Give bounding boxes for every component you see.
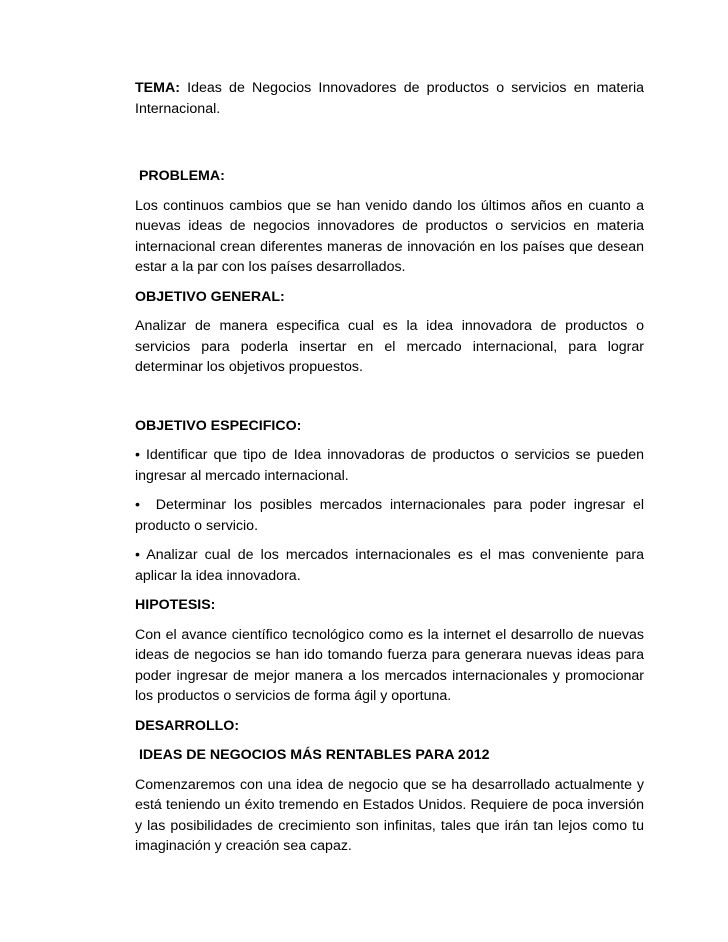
problema-heading: PROBLEMA: [135,168,225,184]
tema-text: Ideas de Negocios Innovadores de productos o servicios en materia Internacional. [135,80,644,117]
desarrollo-heading: DESARROLLO: [135,717,240,734]
objetivo-especifico-heading: OBJETIVO ESPECIFICO: [135,417,302,434]
objetivo-especifico-item-3: • Analizar cual de los mercados internacionales es el mas conveniente para aplicar la idea innovadora. [135,547,644,584]
document-page [135,78,648,857]
tema-label: TEMA: [135,80,180,96]
hipotesis-heading: HIPOTESIS: [135,597,216,613]
objetivo-especifico-item-2: • Determinar los posibles mercados internacionales para poder ingresar el producto o servicio. [135,497,648,534]
problema-text: Los continuos cambios que se han venido dando los últimos años en cuanto a nuevas ideas de negocios innovadores de productos o servicios en materia internacional crean diferentes maneras de innovación en los países que desean estar a la par con los países desarrollados. [135,197,644,275]
objetivo-especifico-item-1: • Identificar que tipo de Idea innovadoras de productos o servicios se pueden ingresar al mercado internacional. [135,447,648,484]
hipotesis-text: Con el avance científico tecnológico como es la internet el desarrollo de nuevas ideas de negocios se han ido tomando fuerza para generara nuevas ideas para poder ingresar de mejor manera a los mercados internacionales y promocionar los productos o servicios de forma ágil y oportuna. [135,626,644,704]
desarrollo-subheading: IDEAS DE NEGOCIOS MÁS RENTABLES PARA 2012 [135,747,490,763]
tema-paragraph [135,78,644,119]
objetivo-general-heading: OBJETIVO GENERAL: [135,288,285,305]
objetivo-general-text: Analizar de manera especifica cual es la idea innovadora de productos o servicios para poderla insertar en el mercado internacional, para lograr determinar los objetivos propuestos. [135,318,644,375]
desarrollo-text: Comenzaremos con una idea de negocio que se ha desarrollado actualmente y está teniendo un éxito tremendo en Estados Unidos. Requiere de poca inversión y las posibilidades de crecimiento son infinitas, tales que irán tan lejos como tu imaginación y creación sea capaz. [135,776,644,854]
